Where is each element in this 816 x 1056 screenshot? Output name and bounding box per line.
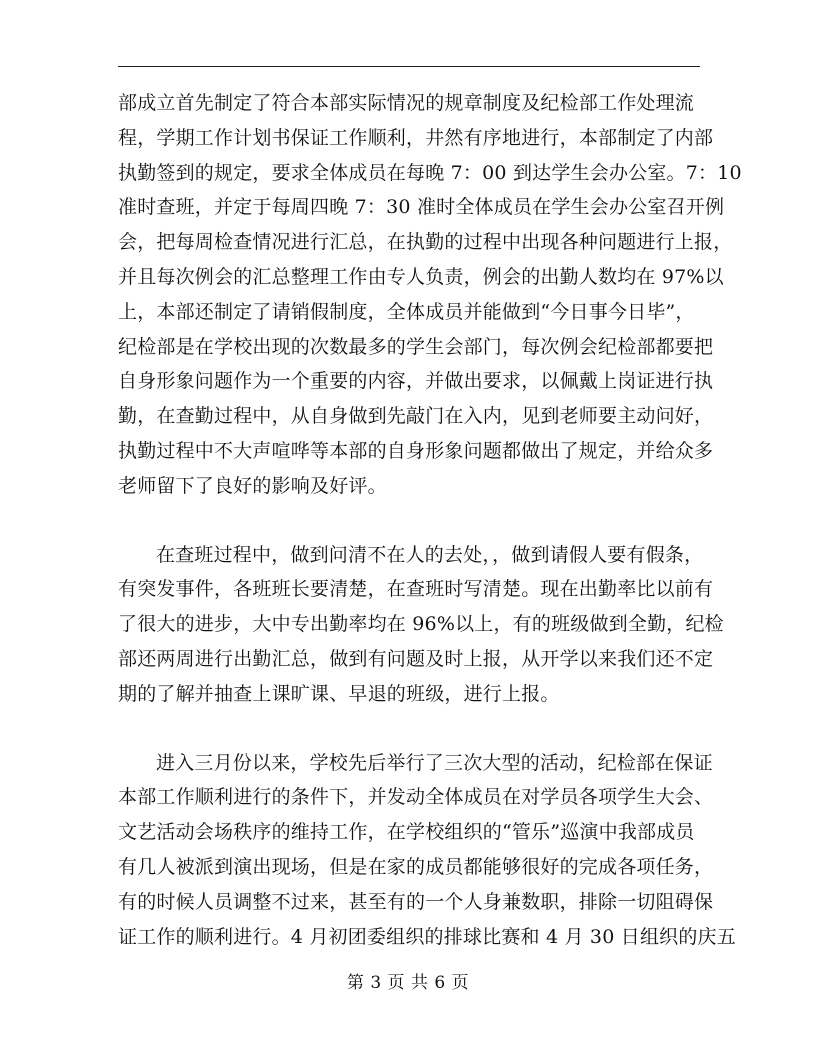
- text-line: 在查班过程中，做到问清不在人的去处，，做到请假人要有假条，: [156, 543, 704, 566]
- paragraph-1: [118, 86, 742, 504]
- text-line: 并且每次例会的汇总整理工作由专人负责，例会的出勤人数均在 97%以: [118, 265, 724, 288]
- text-line: 老师留下了良好的影响及好评。: [118, 474, 387, 497]
- text-line: 上，本部还制定了请销假制度，全体成员并能做到“今日事今日毕”，: [118, 300, 695, 323]
- text-line: 程，学期工作计划书保证工作顺利，井然有序地进行，本部制定了内部: [118, 126, 714, 149]
- paragraph-2: [118, 538, 724, 712]
- text-line: 执勤签到的规定，要求全体成员在每晚 7：00 到达学生会办公室。7：10: [118, 161, 742, 184]
- text-line: 有的时候人员调整不过来，甚至有的一个人身兼数职，排除一切阻碍保: [118, 890, 714, 913]
- paragraph-gap: [118, 504, 708, 538]
- text-line: 有几人被派到演出现场，但是在家的成员都能够很好的完成各项任务，: [118, 855, 714, 878]
- text-line: 部成立首先制定了符合本部实际情况的规章制度及纪检部工作处理流: [118, 92, 695, 114]
- text-line: 执勤过程中不大声喧哗等本部的自身形象问题都做出了规定，并给众多: [118, 439, 714, 462]
- page-number: 第 3 页 共 6 页: [346, 973, 470, 993]
- text-line: 会，把每周检查情况进行汇总，在执勤的过程中出现各种问题进行上报，: [118, 231, 733, 254]
- text-line: 了很大的进步，大中专出勤率均在 96%以上，有的班级做到全勤，纪检: [118, 613, 724, 636]
- document-body: [118, 86, 742, 954]
- text-line: 纪检部是在学校出现的次数最多的学生会部门，每次例会纪检部都要把: [118, 335, 714, 358]
- text-line: 本部工作顺利进行的条件下，并发动全体成员在对学员各项学生大会、: [118, 786, 714, 809]
- text-line: 勤，在查勤过程中，从自身做到先敲门在入内，见到老师要主动问好，: [118, 405, 714, 428]
- paragraph-gap: [118, 712, 708, 746]
- text-line: 期的了解并抽查上课旷课、早退的班级，进行上报。: [118, 682, 560, 705]
- text-line: 自身形象问题作为一个重要的内容，并做出要求，以佩戴上岗证进行执: [118, 370, 714, 393]
- text-line: 文艺活动会场秩序的维持工作，在学校组织的“管乐”巡演中我部成员: [118, 821, 695, 844]
- header-rule: [118, 66, 700, 67]
- text-line: 部还两周进行出勤汇总，做到有问题及时上报，从开学以来我们还不定: [118, 647, 714, 670]
- text-line: 准时查班，并定于每周四晚 7：30 准时全体成员在学生会办公室召开例: [118, 196, 725, 219]
- paragraph-3: [118, 746, 736, 955]
- text-line: 进入三月份以来，学校先后举行了三次大型的活动，纪检部在保证: [156, 751, 713, 774]
- text-line: 有突发事件，各班班长要清楚，在查班时写清楚。现在出勤率比以前有: [118, 578, 714, 601]
- text-line: 证工作的顺利进行。4 月初团委组织的排球比赛和 4 月 30 日组织的庆五: [118, 925, 736, 948]
